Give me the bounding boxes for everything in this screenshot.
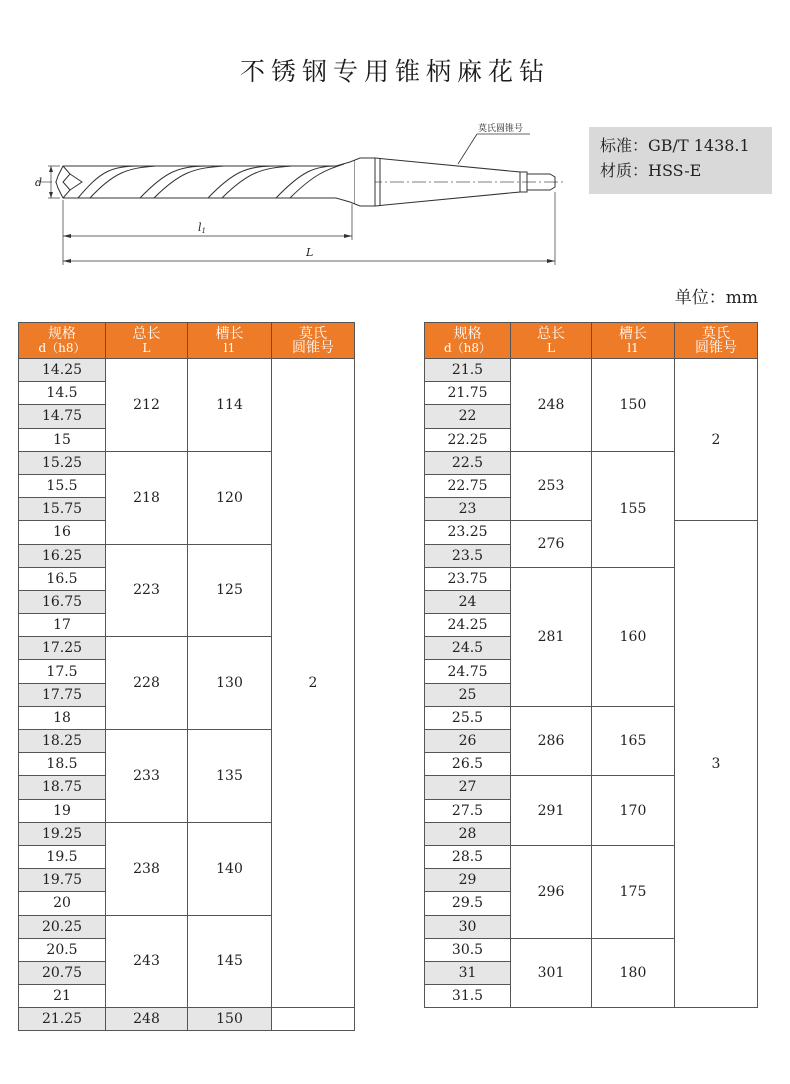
diameter-cell: 19: [19, 799, 106, 822]
diameter-cell: 21: [19, 985, 106, 1008]
flute-length-cell: 120: [188, 451, 272, 544]
page-title: 不锈钢专用锥柄麻花钻: [239, 57, 550, 86]
morse-taper-callout: 莫氏圆锥号: [478, 124, 524, 134]
material-line: [600, 158, 772, 183]
diameter-cell: 22.5: [425, 451, 511, 474]
flute-length-cell: 150: [592, 359, 675, 452]
diameter-cell: 23: [425, 498, 511, 521]
diameter-cell: 18.75: [19, 776, 106, 799]
flute-length-cell: 160: [592, 567, 675, 706]
diameter-cell: 17: [19, 614, 106, 637]
diameter-cell: 27: [425, 776, 511, 799]
dim-d-label: d: [35, 176, 43, 189]
diameter-cell: 17.5: [19, 660, 106, 683]
diameter-cell: 15.25: [19, 451, 106, 474]
diameter-cell: 20.25: [19, 915, 106, 938]
morse-taper-cell: 3: [675, 521, 758, 1008]
total-length-cell: 248: [511, 359, 592, 452]
table-header-row: [19, 323, 355, 359]
total-length-cell: 218: [106, 451, 188, 544]
total-length-cell: 228: [106, 637, 188, 730]
diameter-cell: 28.5: [425, 845, 511, 868]
diameter-cell: 15: [19, 428, 106, 451]
total-length-cell: 291: [511, 776, 592, 846]
flute-length-cell: 165: [592, 706, 675, 776]
diameter-cell: 28: [425, 822, 511, 845]
table-row: [19, 1008, 355, 1031]
header-spec: 规格 d（h8）: [19, 323, 106, 359]
drill-diagram: [30, 112, 570, 272]
header-morse-taper: 莫氏 圆锥号: [675, 323, 758, 359]
diameter-cell: 26: [425, 730, 511, 753]
flute-length-cell: 130: [188, 637, 272, 730]
header-morse-taper: 莫氏 圆锥号: [272, 323, 355, 359]
diameter-cell: 23.25: [425, 521, 511, 544]
standard-info-box: [589, 127, 772, 194]
diameter-cell: 14.75: [19, 405, 106, 428]
table-row: [19, 359, 355, 382]
diameter-cell: 25.5: [425, 706, 511, 729]
standard-line: [600, 133, 772, 158]
diameter-cell: 24.5: [425, 637, 511, 660]
spec-table-left: [18, 322, 355, 1031]
diameter-cell: 14.25: [19, 359, 106, 382]
diameter-cell: 24: [425, 590, 511, 613]
diameter-cell: 19.25: [19, 822, 106, 845]
unit-value: mm: [725, 288, 758, 308]
diameter-cell: 24.75: [425, 660, 511, 683]
header-spec: 规格 d（h8）: [425, 323, 511, 359]
spec-table-right: [424, 322, 758, 1008]
morse-taper-cell: 2: [675, 359, 758, 521]
diameter-cell: 26.5: [425, 753, 511, 776]
diameter-cell: 21.25: [19, 1008, 106, 1031]
total-length-cell: 233: [106, 730, 188, 823]
diameter-cell: 23.75: [425, 567, 511, 590]
flute-length-cell: 125: [188, 544, 272, 637]
diameter-cell: 17.25: [19, 637, 106, 660]
diameter-cell: 22.75: [425, 474, 511, 497]
total-length-cell: 243: [106, 915, 188, 1008]
total-length-cell: 248: [106, 1008, 188, 1031]
diameter-cell: 21.5: [425, 359, 511, 382]
flute-length-cell: 140: [188, 822, 272, 915]
flute-length-cell: 150: [188, 1008, 272, 1031]
dim-L-label: L: [306, 246, 314, 259]
diameter-cell: 15.75: [19, 498, 106, 521]
unit-label: 单位：: [674, 288, 726, 308]
diameter-cell: 30: [425, 915, 511, 938]
diameter-cell: 24.25: [425, 614, 511, 637]
unit-note: [675, 283, 758, 308]
diameter-cell: 19.75: [19, 869, 106, 892]
table-header-row: [425, 323, 758, 359]
standard-label: 标准：: [600, 136, 649, 155]
standard-value: GB/T 1438.1: [648, 136, 750, 155]
diameter-cell: 31.5: [425, 985, 511, 1008]
diameter-cell: 16.75: [19, 590, 106, 613]
table-row: [425, 359, 758, 382]
header-total-length: 总长 L: [106, 323, 188, 359]
total-length-cell: 238: [106, 822, 188, 915]
morse-taper-cell: [272, 1008, 355, 1031]
flute-length-cell: 155: [592, 451, 675, 567]
diameter-cell: 29: [425, 869, 511, 892]
diameter-cell: 20: [19, 892, 106, 915]
diameter-cell: 18.5: [19, 753, 106, 776]
material-label: 材质：: [600, 161, 649, 180]
flute-length-cell: 114: [188, 359, 272, 452]
diameter-cell: 17.75: [19, 683, 106, 706]
total-length-cell: 212: [106, 359, 188, 452]
flute-length-cell: 135: [188, 730, 272, 823]
diameter-cell: 20.75: [19, 961, 106, 984]
diameter-cell: 22.25: [425, 428, 511, 451]
diameter-cell: 16.25: [19, 544, 106, 567]
flute-length-cell: 170: [592, 776, 675, 846]
diameter-cell: 25: [425, 683, 511, 706]
morse-taper-cell: 2: [272, 359, 355, 1008]
diameter-cell: 14.5: [19, 382, 106, 405]
diameter-cell: 30.5: [425, 938, 511, 961]
total-length-cell: 301: [511, 938, 592, 1008]
header-flute-length: 槽长 l1: [188, 323, 272, 359]
diameter-cell: 27.5: [425, 799, 511, 822]
dim-l1-label: l1: [198, 221, 206, 235]
flute-length-cell: 145: [188, 915, 272, 1008]
diameter-cell: 18: [19, 706, 106, 729]
total-length-cell: 296: [511, 845, 592, 938]
header-total-length: 总长 L: [511, 323, 592, 359]
total-length-cell: 281: [511, 567, 592, 706]
diameter-cell: 29.5: [425, 892, 511, 915]
material-value: HSS-E: [648, 161, 702, 180]
total-length-cell: 276: [511, 521, 592, 567]
diameter-cell: 22: [425, 405, 511, 428]
diameter-cell: 18.25: [19, 730, 106, 753]
diameter-cell: 21.75: [425, 382, 511, 405]
flute-length-cell: 175: [592, 845, 675, 938]
header-flute-length: 槽长 l1: [592, 323, 675, 359]
diameter-cell: 19.5: [19, 845, 106, 868]
total-length-cell: 253: [511, 451, 592, 521]
diameter-cell: 23.5: [425, 544, 511, 567]
diameter-cell: 20.5: [19, 938, 106, 961]
flute-length-cell: 180: [592, 938, 675, 1008]
diameter-cell: 16: [19, 521, 106, 544]
diameter-cell: 15.5: [19, 474, 106, 497]
table-row: [425, 521, 758, 544]
diameter-cell: 31: [425, 961, 511, 984]
total-length-cell: 286: [511, 706, 592, 776]
total-length-cell: 223: [106, 544, 188, 637]
diameter-cell: 16.5: [19, 567, 106, 590]
